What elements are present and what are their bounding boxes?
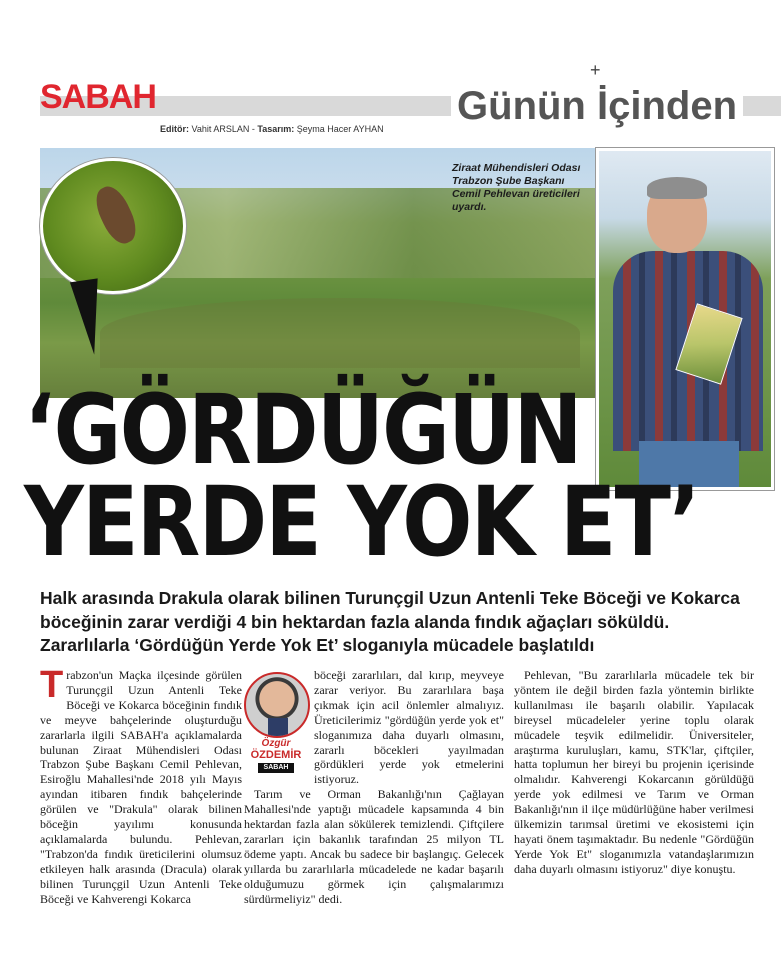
column-2-paragraph-2: Tarım ve Orman Bakanlığı'nın Çağlayan Mahallesi'nde yaptığı mücadele kapsamında 4 bin hektardan fazla alan sökülerek temizlendi. Çiftçilere zararları için bakanlık tarafından 25 milyon TL ödeme yaptı. Ancak bu sadece bir başlangıç. Gelecek yıllarda bu zararlılarla mücadelede ne kadar başarılı olduğumuzu görmek için çalışmalarımızı sürdürmeliyiz" dedi.: [244, 787, 504, 906]
author-last-name: ÖZDEMİR: [250, 749, 302, 761]
photo-caption: Ziraat Mühendisleri Odası Trabzon Şube Başkanı Cemil Pehlevan üreticileri uyardı.: [452, 162, 581, 213]
headline-line-2: YERDE YOK ET’: [24, 466, 699, 578]
headline: [24, 374, 699, 578]
article-body: [40, 664, 762, 948]
bug-inset-photo: [40, 158, 186, 294]
author-source-badge: SABAH: [258, 763, 294, 773]
headline-line-1: ‘GÖRDÜĞÜN: [24, 374, 581, 486]
column-1-text: rabzon'un Maçka ilçesinde görülen Turunçgil Uzun Antenli Teke Böceği ve Kokarca böceğinin fındık ve meyve bahçelerinde oluşturduğu zararlarla ilgili SABAH'a açıklamalarda bulunan Ziraat Mühendisleri Odası Trabzon Şube Başkanı Cemil Pehlevan, Esiroğlu Mahallesi'nde 2018 yılı Mayıs ayından itibaren fındık bahçelerinde görülen ve "Drakula" olarak bilinen böceğin yayılımı konusunda açıklamalarda bulundu. Pehlevan, "Trabzon'da fındık üreticilerini olumsuz etkileyen halk arasında (Dracula) olarak bilinen Turunçgil Uzun Antenli Teke Böceği ve Kahverengi Kokarca: [40, 668, 242, 906]
credits-separator: -: [249, 124, 258, 134]
sabah-logo: SABAH: [40, 78, 156, 116]
author-box: [244, 668, 308, 786]
column-1: [40, 664, 242, 907]
deck-text: Halk arasında Drakula olarak bilinen Turunçgil Uzun Antenli Teke Böceği ve Kokarca böceğinin zarar verdiği 4 bin hektardan fazla alanda fındık ağaçları söküldü. Zararlılarla ‘Gördüğün Yerde Yok Et’ sloganıyla mücadele başlatıldı: [40, 588, 740, 655]
editor-label: Editör:: [160, 124, 189, 134]
stink-bug-icon: [90, 181, 143, 248]
column-2-paragraph-1: böceği zararlıları, dal kırıp, meyveye zarar veriyor. Bu zararlılara başa çıkmak için acil önlemler almalıyız. Üreticilerimiz "gördüğün yerde yok et" sloganımıza daha duyarlı olmasını, zararlı böcekleri yayılmadan gördükleri yerde yok etmelerini istiyoruz.: [314, 668, 504, 787]
column-3-text: Pehlevan, "Bu zararlılarla mücadele tek bir yöntem ile değil birden fazla yöntemin birlikte kullanılması ile başarılı olabilir. Yapılacak bireysel mücadeleler yerine toplu olarak mücadele teşvik edilmelidir. Üniversiteler, araştırma kuruluşları, kamu, STK'lar, çiftçiler, hatta toplumun her bireyi bu projenin içerisinde olmalıdır. Kahverengi Kokarcanın görüldüğü yerde yok edilmesi ve Tarım ve Orman Bakanlığı'nın il ilçe müdürlüğüne haber verilmesi ülkemizin tarımsal üretimi ve ekosistemi için hayati önem taşımaktadır. Bu nedenle "Gördüğün Yerde Yok Et" sloganımızla vatandaşlarımızın daha duyarlı olmasını istiyoruz" diye konuştu.: [514, 668, 754, 876]
photo-field: [100, 298, 580, 368]
editor-name: Vahit ARSLAN: [191, 124, 250, 134]
credits-line: [160, 124, 384, 134]
author-first-name: Özgür: [261, 738, 291, 749]
page-header: [0, 0, 781, 150]
column-3: [514, 668, 754, 877]
author-tie: [268, 718, 288, 738]
column-2: [244, 668, 504, 907]
design-name: Şeyma Hacer AYHAN: [296, 124, 384, 134]
drop-cap: T: [40, 664, 64, 706]
author-avatar: [244, 672, 310, 738]
section-title: Günün İçinden: [451, 82, 743, 130]
design-label: Tasarım:: [257, 124, 295, 134]
plus-mark-icon: +: [590, 60, 601, 80]
person-hair: [647, 177, 707, 199]
